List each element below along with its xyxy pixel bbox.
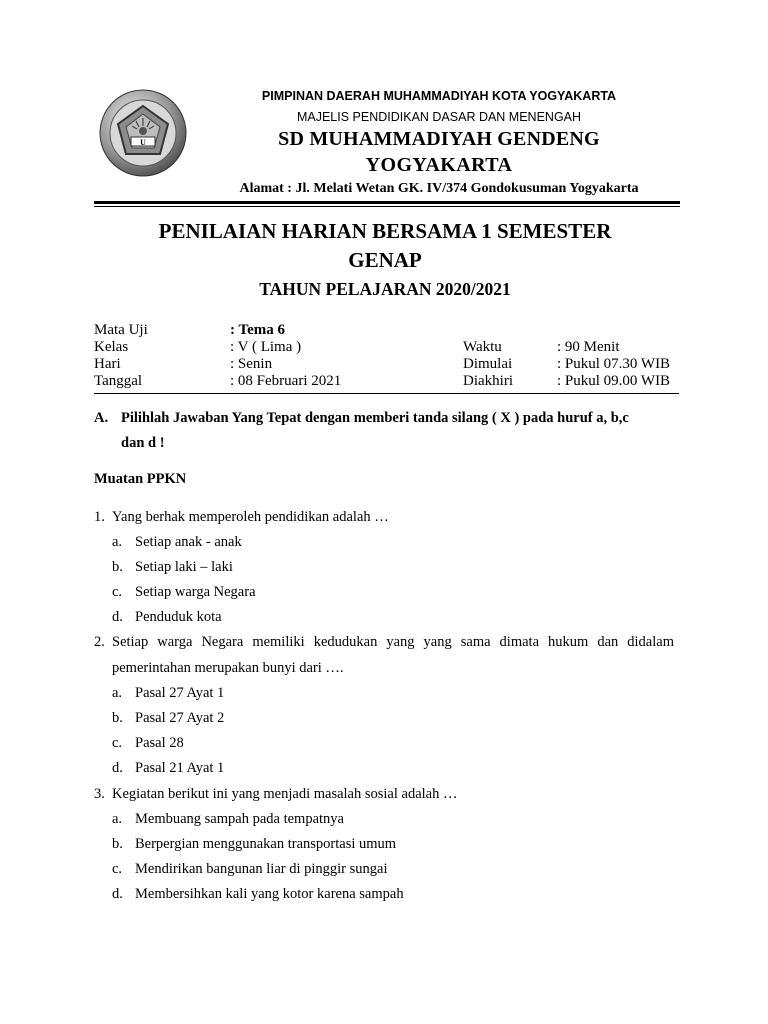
info-label-start: Dimulai	[463, 356, 513, 372]
question-text: Setiap warga Negara memiliki kedudukan yang yang sama dimata hukum dan didalam	[112, 634, 674, 650]
school-name-line1: SD MUHAMMADIYAH GENDENG	[278, 128, 600, 150]
section-instruction-line1: Pilihlah Jawaban Yang Tepat dengan memberi tanda silang ( X ) pada huruf a, b,c	[121, 410, 629, 426]
info-value-end: : Pukul 09.00 WIB	[557, 373, 671, 389]
school-logo	[98, 88, 188, 178]
exam-title-line1: PENILAIAN HARIAN BERSAMA 1 SEMESTER	[158, 219, 612, 243]
info-label-day: Hari	[94, 356, 121, 372]
option-text: Pasal 27 Ayat 2	[135, 710, 225, 726]
section-letter: A.	[94, 410, 109, 426]
option-letter: a.	[112, 685, 123, 701]
info-value-date: : 08 Februari 2021	[230, 373, 342, 389]
logo-lettering: U	[140, 138, 146, 147]
option-text: Berpergian menggunakan transportasi umum	[135, 836, 397, 852]
info-value-class: : V ( Lima )	[230, 339, 302, 355]
option-letter: d.	[112, 609, 123, 625]
option-letter: b.	[112, 710, 123, 726]
option-text: Mendirikan bangunan liar di pinggir sungai	[135, 861, 388, 877]
option-letter: b.	[112, 559, 123, 575]
info-value-subject: : Tema 6	[230, 322, 286, 338]
option-text: Setiap warga Negara	[135, 584, 256, 600]
option-letter: a.	[112, 811, 123, 827]
info-divider	[94, 393, 679, 394]
option-text: Penduduk kota	[135, 609, 222, 625]
school-name-line2: YOGYAKARTA	[365, 154, 513, 176]
option-letter: b.	[112, 836, 123, 852]
section-instruction-line2: dan d !	[121, 435, 165, 451]
org-name-line1: PIMPINAN DAERAH MUHAMMADIYAH KOTA YOGYAKARTA	[261, 89, 617, 103]
option-text: Membersihkan kali yang kotor karena sampah	[135, 886, 404, 902]
question-number: 3.	[94, 786, 105, 802]
option-letter: c.	[112, 735, 123, 751]
exam-year: TAHUN PELAJARAN 2020/2021	[259, 279, 511, 299]
org-name-line2: MAJELIS PENDIDIKAN DASAR DAN MENENGAH	[296, 110, 582, 124]
option-text: Pasal 28	[135, 735, 184, 751]
info-value-duration: : 90 Menit	[557, 339, 620, 355]
exam-title-line2: GENAP	[348, 248, 422, 272]
header-divider-thick	[94, 201, 680, 204]
option-text: Setiap anak - anak	[135, 534, 242, 550]
info-label-end: Diakhiri	[463, 373, 513, 389]
option-text: Membuang sampah pada tempatnya	[135, 811, 344, 827]
option-text: Pasal 27 Ayat 1	[135, 685, 225, 701]
info-label-date: Tanggal	[94, 373, 143, 389]
info-label-subject: Mata Uji	[94, 322, 148, 338]
question-text: Yang berhak memperoleh pendidikan adalah …	[112, 509, 389, 525]
question-text-continued: pemerintahan merupakan bunyi dari ….	[112, 660, 344, 676]
info-label-duration: Waktu	[463, 339, 502, 355]
option-letter: a.	[112, 534, 123, 550]
school-address: Alamat : Jl. Melati Wetan GK. IV/374 Gondokusuman Yogyakarta	[239, 181, 639, 196]
header-divider-thin	[94, 206, 680, 207]
info-label-class: Kelas	[94, 339, 129, 355]
option-text: Setiap laki – laki	[135, 559, 233, 575]
subject-heading: Muatan PPKN	[94, 471, 187, 487]
question-number: 1.	[94, 509, 105, 525]
info-value-day: : Senin	[230, 356, 273, 372]
option-letter: c.	[112, 861, 123, 877]
question-number: 2.	[94, 634, 105, 650]
option-letter: d.	[112, 886, 123, 902]
option-letter: d.	[112, 760, 123, 776]
option-letter: c.	[112, 584, 123, 600]
info-value-start: : Pukul 07.30 WIB	[557, 356, 671, 372]
option-text: Pasal 21 Ayat 1	[135, 760, 225, 776]
question-text: Kegiatan berikut ini yang menjadi masalah sosial adalah …	[112, 786, 458, 802]
